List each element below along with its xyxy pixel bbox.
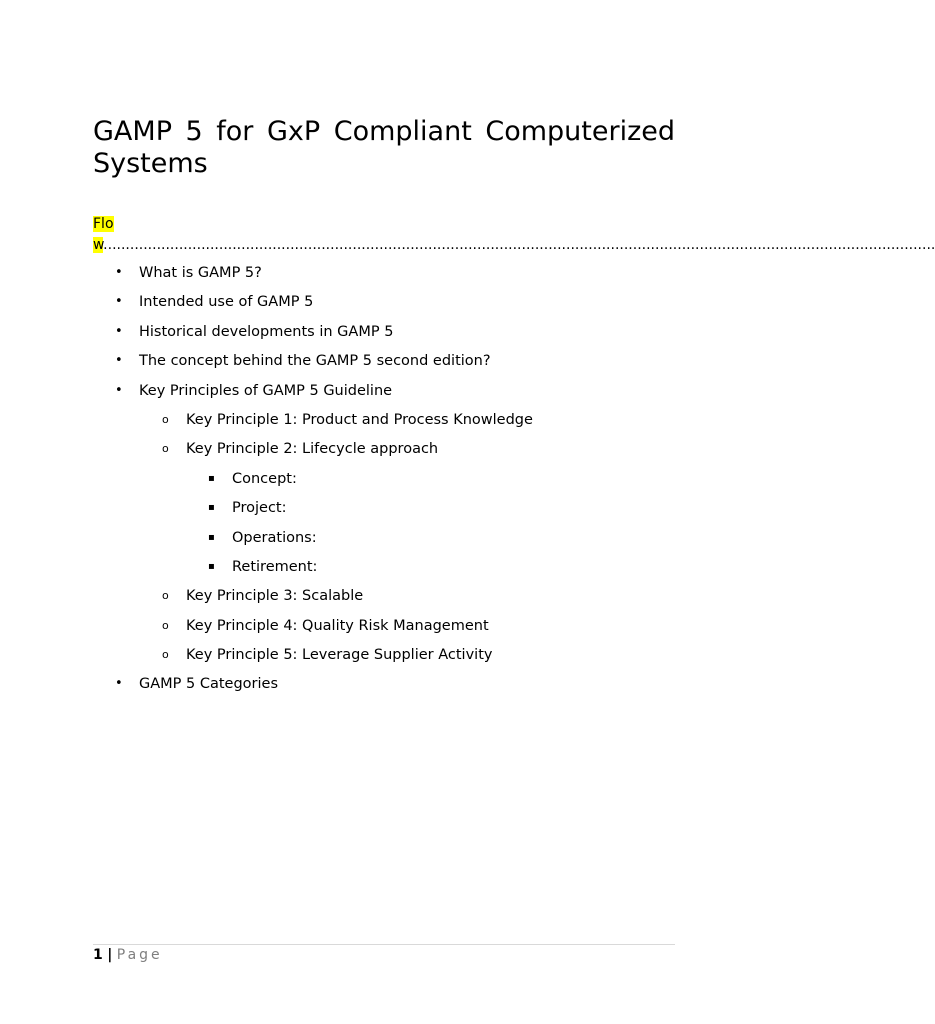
square-bullet-icon: ▪	[208, 560, 215, 572]
page-separator: |	[107, 947, 113, 963]
page-label: Page	[116, 947, 163, 963]
list-item	[93, 616, 675, 645]
list-item	[93, 498, 675, 527]
bullet-icon: •	[115, 382, 123, 398]
list-item-label: What is GAMP 5?	[139, 265, 262, 281]
square-bullet-icon: ▪	[208, 502, 215, 514]
list-item-label: Key Principles of GAMP 5 Guideline	[139, 382, 393, 399]
list-item	[93, 263, 675, 292]
bullet-icon: •	[115, 676, 123, 692]
circle-bullet-icon: o	[162, 618, 169, 632]
list-item-label: GAMP 5 Categories	[139, 676, 279, 693]
list-item	[93, 439, 675, 468]
list-item-label: Key Principle 1: Product and Process Knowledge	[186, 411, 533, 428]
bullet-icon: •	[115, 265, 123, 280]
list-item	[93, 351, 675, 380]
list-item-label: Key Principle 4: Quality Risk Management	[186, 617, 489, 634]
circle-bullet-icon: o	[162, 648, 169, 662]
circle-bullet-icon: o	[162, 589, 169, 603]
circle-bullet-icon: o	[162, 412, 169, 426]
list-item-label: Concept:	[232, 470, 297, 487]
circle-bullet-icon: o	[162, 442, 169, 456]
list-item-label: The concept behind the GAMP 5 second edition?	[139, 353, 491, 370]
list-item-label: Key Principle 2: Lifecycle approach	[186, 441, 439, 458]
flow-leader-line	[93, 214, 935, 256]
page-footer	[93, 944, 675, 964]
bullet-icon: •	[115, 323, 123, 339]
list-item-label: Key Principle 5: Leverage Supplier Activity	[186, 647, 493, 664]
list-item-label: Historical developments in GAMP 5	[139, 323, 394, 340]
flow-label: Flow	[93, 216, 114, 253]
square-bullet-icon: ▪	[208, 472, 215, 484]
list-item	[93, 557, 675, 586]
list-item	[93, 586, 675, 615]
toc-list	[93, 263, 675, 704]
list-item-label: Operations:	[232, 529, 317, 546]
bullet-icon: •	[115, 353, 123, 369]
list-item	[93, 469, 675, 498]
bullet-icon: •	[115, 294, 123, 310]
list-item-label: Retirement:	[232, 558, 318, 575]
list-item	[93, 645, 675, 674]
list-item	[93, 381, 675, 410]
list-item	[93, 674, 675, 703]
square-bullet-icon: ▪	[208, 531, 215, 543]
list-item-label: Intended use of GAMP 5	[139, 294, 314, 311]
list-item-label: Project:	[232, 500, 287, 517]
flow-dot-leader: ...........................................................................................................................................................................................	[103, 237, 935, 253]
page-title: GAMP 5 for GxP Compliant Computerized Systems	[93, 116, 675, 179]
list-item-label: Key Principle 3: Scalable	[186, 588, 364, 605]
list-item	[93, 410, 675, 439]
list-item	[93, 292, 675, 321]
page-number: 1	[93, 947, 103, 963]
list-item	[93, 322, 675, 351]
list-item	[93, 528, 675, 557]
